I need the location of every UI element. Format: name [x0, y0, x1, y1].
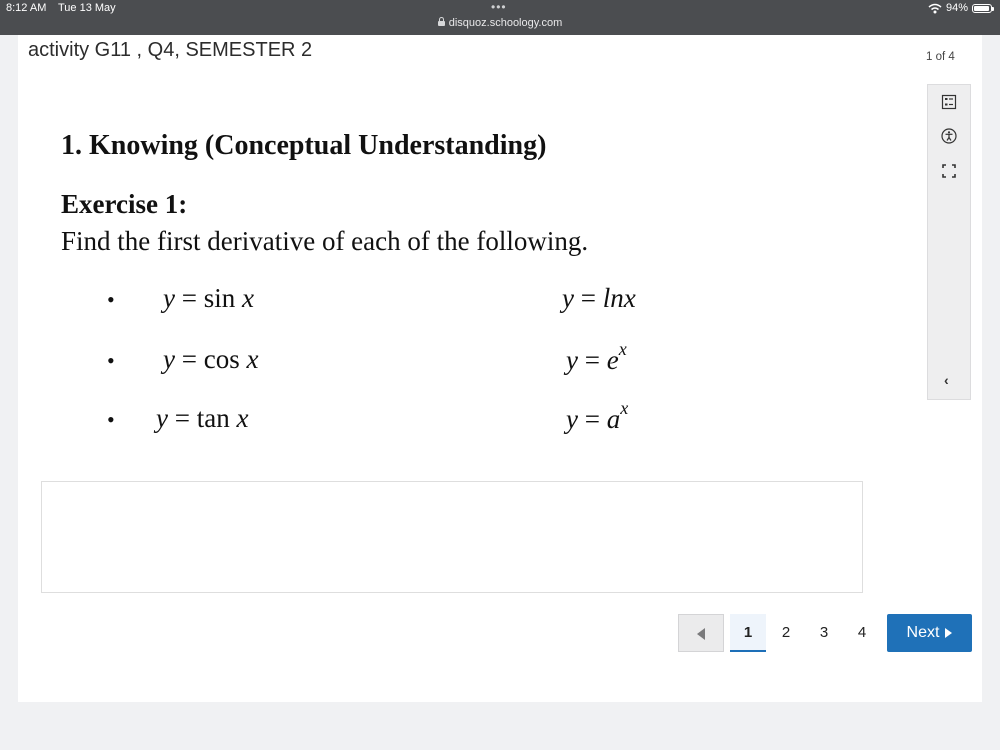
equation-cos: y = cos x: [163, 344, 259, 374]
assessment-card: [18, 35, 982, 702]
page-4-button[interactable]: 4: [857, 624, 867, 641]
previous-button[interactable]: [678, 614, 724, 652]
system-indicators: [928, 2, 992, 14]
answer-input[interactable]: [41, 481, 863, 593]
bullet: •: [107, 348, 115, 373]
url-text: disquoz.schoology.com: [448, 17, 563, 29]
date: Tue 13 May: [58, 2, 116, 14]
section-heading: 1. Knowing (Conceptual Understanding): [61, 130, 547, 161]
page-counter: 1 of 4: [926, 51, 955, 63]
fullscreen-icon[interactable]: [941, 163, 957, 179]
accessibility-icon[interactable]: [941, 128, 957, 144]
triangle-right-icon: [945, 628, 952, 638]
page-2-button[interactable]: 2: [781, 624, 791, 641]
equation-ln: y = lnx: [562, 283, 636, 313]
next-label: Next: [906, 624, 940, 641]
address-bar[interactable]: [0, 17, 1000, 29]
next-button[interactable]: [887, 614, 972, 652]
tools-panel: [927, 84, 971, 400]
triangle-left-icon: [697, 628, 705, 640]
battery-icon: [972, 4, 992, 13]
equation-tan: y = tan x: [156, 403, 249, 433]
list-icon[interactable]: [941, 94, 957, 110]
page-title: activity G11 , Q4, SEMESTER 2: [28, 39, 313, 61]
more-dots-icon[interactable]: •••: [491, 0, 507, 14]
page-1-button[interactable]: 1: [730, 614, 766, 652]
equation-sin: y = sin x: [163, 283, 254, 313]
bullet: •: [107, 407, 115, 432]
battery-percent: 94%: [945, 2, 968, 14]
exercise-heading: Exercise 1:: [61, 189, 188, 219]
status-bar: [0, 0, 1000, 35]
instruction-text: Find the first derivative of each of the following.: [61, 226, 589, 256]
lock-icon: [438, 21, 445, 26]
clock: 8:12 AM: [6, 2, 47, 14]
equation-exp: $y = e^x$: [566, 339, 627, 375]
page-3-button[interactable]: 3: [819, 624, 829, 641]
bullet: •: [107, 287, 115, 312]
equation-power: $y = a^x$: [566, 398, 629, 434]
wifi-icon: [928, 3, 942, 14]
collapse-panel-icon[interactable]: ‹: [944, 372, 949, 388]
